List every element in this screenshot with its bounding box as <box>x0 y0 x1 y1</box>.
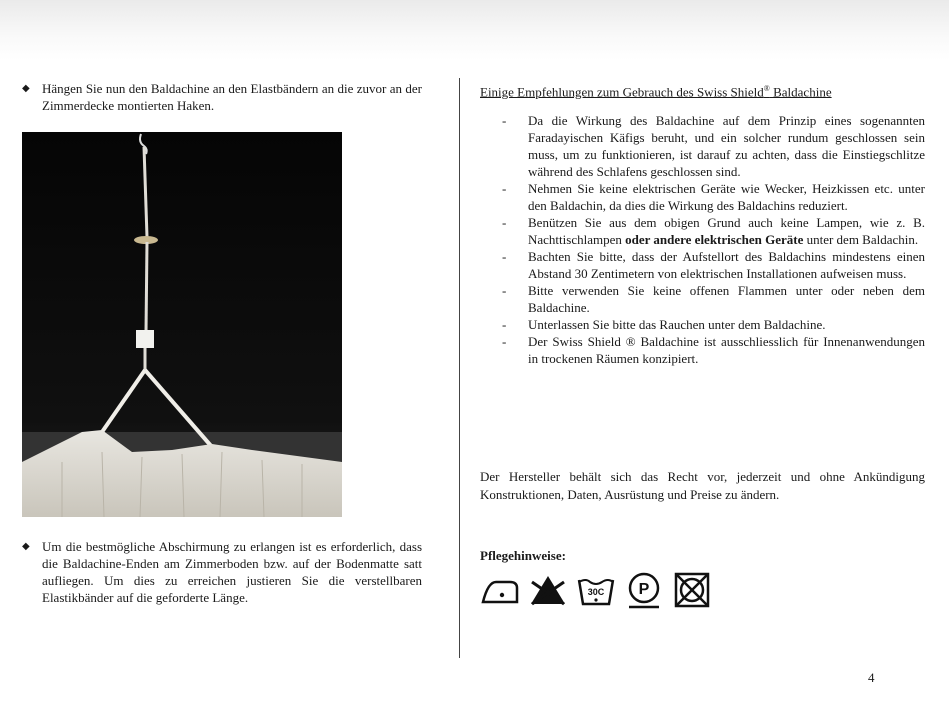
list-item-text: Da die Wirkung des Baldachine auf dem Prinzip eines sogenannten Faradayischen Käfigs beruht, und ein solcher rundum geschlossen sein muss, um zu funktionieren, ist darauf zu achten, dass die Einstiegschlitze während des Schlafens geschlossen sind. <box>528 113 925 179</box>
registered-mark: ® <box>763 84 770 93</box>
list-item-text: Unterlassen Sie bitte das Rauchen unter dem Baldachine. <box>528 317 826 332</box>
manufacturer-disclaimer: Der Hersteller behält sich das Recht vor, jederzeit und ohne Ankündigung Konstruktionen, Daten, Ausrüstung und Preise zu ändern. <box>480 469 925 502</box>
scan-shadow <box>0 0 949 60</box>
no-tumble-dry-icon <box>672 570 712 610</box>
wash-temperature-label: 30C <box>587 587 605 597</box>
list-item-text: Der Swiss Shield ® Baldachine ist ausschliesslich für Innenanwendungen in trockenen Räumen konzipiert. <box>528 334 925 366</box>
dash-bullet: - <box>502 215 507 230</box>
list-item-text: Bachten Sie bitte, dass der Aufstellort des Baldachins mindestens einen Abstand 30 Zentimetern von elektrischen Installationen aufweisen muss. <box>528 249 925 281</box>
list-item <box>502 214 925 248</box>
dash-bullet: - <box>502 249 507 264</box>
dash-bullet: - <box>502 113 507 128</box>
iron-low-icon <box>480 570 520 610</box>
list-item <box>502 248 925 282</box>
heading-text-end: Baldachine <box>769 84 832 100</box>
right-column <box>480 80 925 598</box>
dry-clean-p-icon <box>624 570 664 610</box>
diamond-bullet-icon: ◆ <box>22 541 30 552</box>
list-item-emphasis: oder andere elektrischen Geräte <box>625 232 804 247</box>
dash-bullet: - <box>502 317 507 332</box>
column-divider <box>459 78 460 658</box>
list-item-text-part: unter dem Baldachin. <box>803 232 919 247</box>
instruction-text: Um die bestmögliche Abschirmung zu erlangen ist es erforderlich, dass die Baldachine-Enden am Zimmerboden bzw. auf der Bodenmatte satt aufliegen. Um dies zu erreichen justieren Sie die verstellbaren Elastikbänder auf die geforderte Länge. <box>42 539 422 605</box>
instruction-bullet <box>22 80 422 114</box>
section-heading <box>480 80 925 100</box>
wash-30-icon <box>576 570 616 610</box>
list-item <box>502 112 925 180</box>
care-symbols <box>480 570 712 610</box>
heading-text: Einige Empfehlungen zum Gebrauch des Swiss Shield <box>480 84 764 100</box>
list-item-text: Nehmen Sie keine elektrischen Geräte wie Wecker, Heizkissen etc. unter den Baldachin, da dies die Wirkung des Baldachins reduziert. <box>528 181 925 213</box>
list-item <box>502 316 925 333</box>
list-item-text: Bitte verwenden Sie keine offenen Flammen unter oder neben dem Baldachine. <box>528 283 925 315</box>
dry-clean-letter: P <box>638 581 650 598</box>
list-item-text <box>528 214 925 248</box>
instruction-bullet <box>22 538 422 606</box>
dash-bullet: - <box>502 334 507 349</box>
care-instructions-title: Pflegehinweise: <box>480 548 566 563</box>
recommendation-list <box>502 112 925 367</box>
canopy-photo <box>22 132 342 517</box>
list-item-text-part: Benützen Sie aus dem obigen Grund auch keine Lampen, wie z. B. Nachttischlampen <box>528 215 925 247</box>
list-item <box>502 333 925 367</box>
instruction-text: Hängen Sie nun den Baldachine an den Elastbändern an die zuvor an der Zimmerdecke montierten Haken. <box>42 81 422 113</box>
no-bleach-icon <box>528 570 568 610</box>
list-item <box>502 180 925 214</box>
dash-bullet: - <box>502 283 507 298</box>
dash-bullet: - <box>502 181 507 196</box>
diamond-bullet-icon: ◆ <box>22 83 30 94</box>
page-number: 4 <box>868 670 875 685</box>
list-item <box>502 282 925 316</box>
